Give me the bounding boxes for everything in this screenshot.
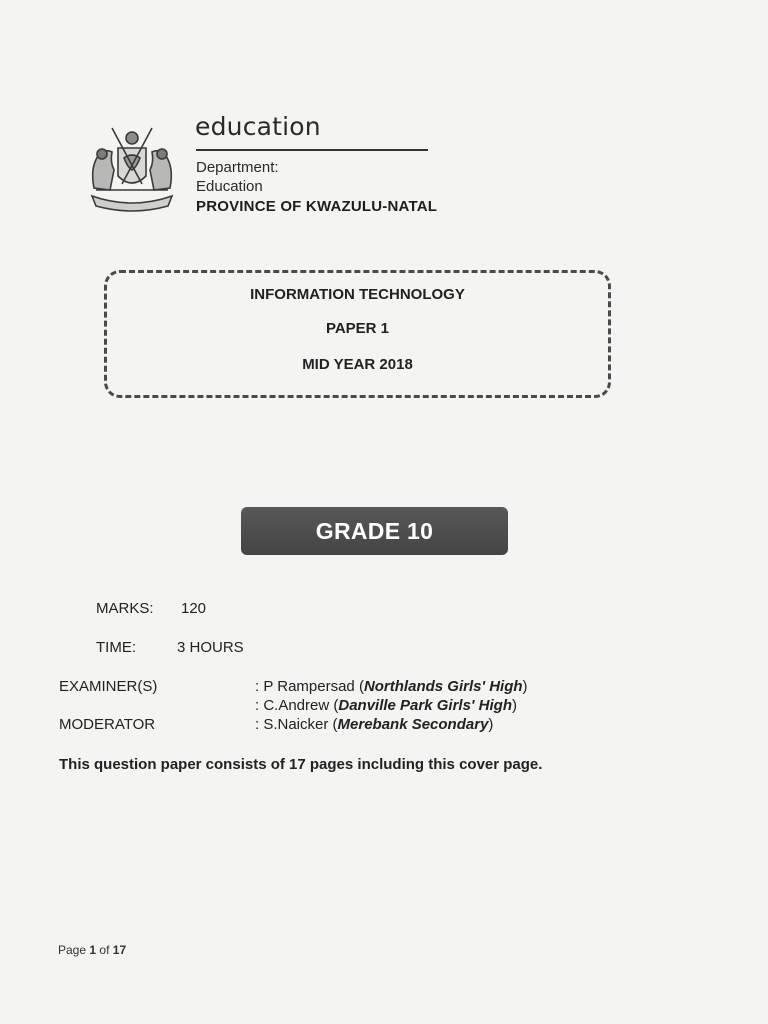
department-name: Education	[196, 178, 263, 195]
coat-of-arms-icon	[82, 118, 182, 218]
footer-page-current: 1	[89, 943, 97, 957]
moderator-prefix: : S.Naicker (	[255, 716, 338, 733]
examiner-1-school: Northlands Girls' High	[363, 678, 523, 695]
examiner-1	[255, 678, 528, 695]
grade-badge	[241, 507, 508, 555]
brand-underline	[196, 149, 428, 151]
footer-page-word: Page	[58, 943, 87, 957]
moderator-label: MODERATOR	[59, 716, 156, 733]
moderator	[255, 716, 493, 733]
grade-label: GRADE 10	[315, 517, 434, 544]
paper-title: PAPER 1	[325, 320, 390, 337]
province-name: PROVINCE OF KWAZULU-NATAL	[196, 198, 438, 215]
page-footer	[58, 943, 126, 957]
footer-of-word: of	[99, 943, 110, 957]
brand-wordmark: education	[195, 112, 321, 141]
marks-value: 120	[181, 600, 207, 617]
examiner-2-school: Danville Park Girls' High	[338, 697, 512, 714]
examiner-2	[255, 697, 517, 714]
examiner-1-prefix: : P Rampersad (	[255, 678, 364, 695]
examiners-label: EXAMINER(S)	[59, 678, 158, 695]
examiner-2-suffix: )	[512, 697, 517, 714]
page-count-note: This question paper consists of 17 pages including this cover page.	[59, 756, 543, 773]
department-label: Department:	[196, 159, 279, 176]
session-title: MID YEAR 2018	[302, 356, 413, 373]
footer-page-total: 17	[112, 943, 127, 957]
examiner-1-suffix: )	[522, 678, 528, 695]
time-label: TIME:	[96, 639, 136, 656]
moderator-school: Merebank Secondary	[337, 716, 489, 733]
examiner-2-prefix: : C.Andrew (	[255, 697, 339, 714]
moderator-suffix: )	[488, 716, 494, 733]
subject-title: INFORMATION TECHNOLOGY	[250, 286, 465, 303]
time-value: 3 HOURS	[177, 639, 244, 656]
marks-label: MARKS:	[96, 600, 154, 617]
